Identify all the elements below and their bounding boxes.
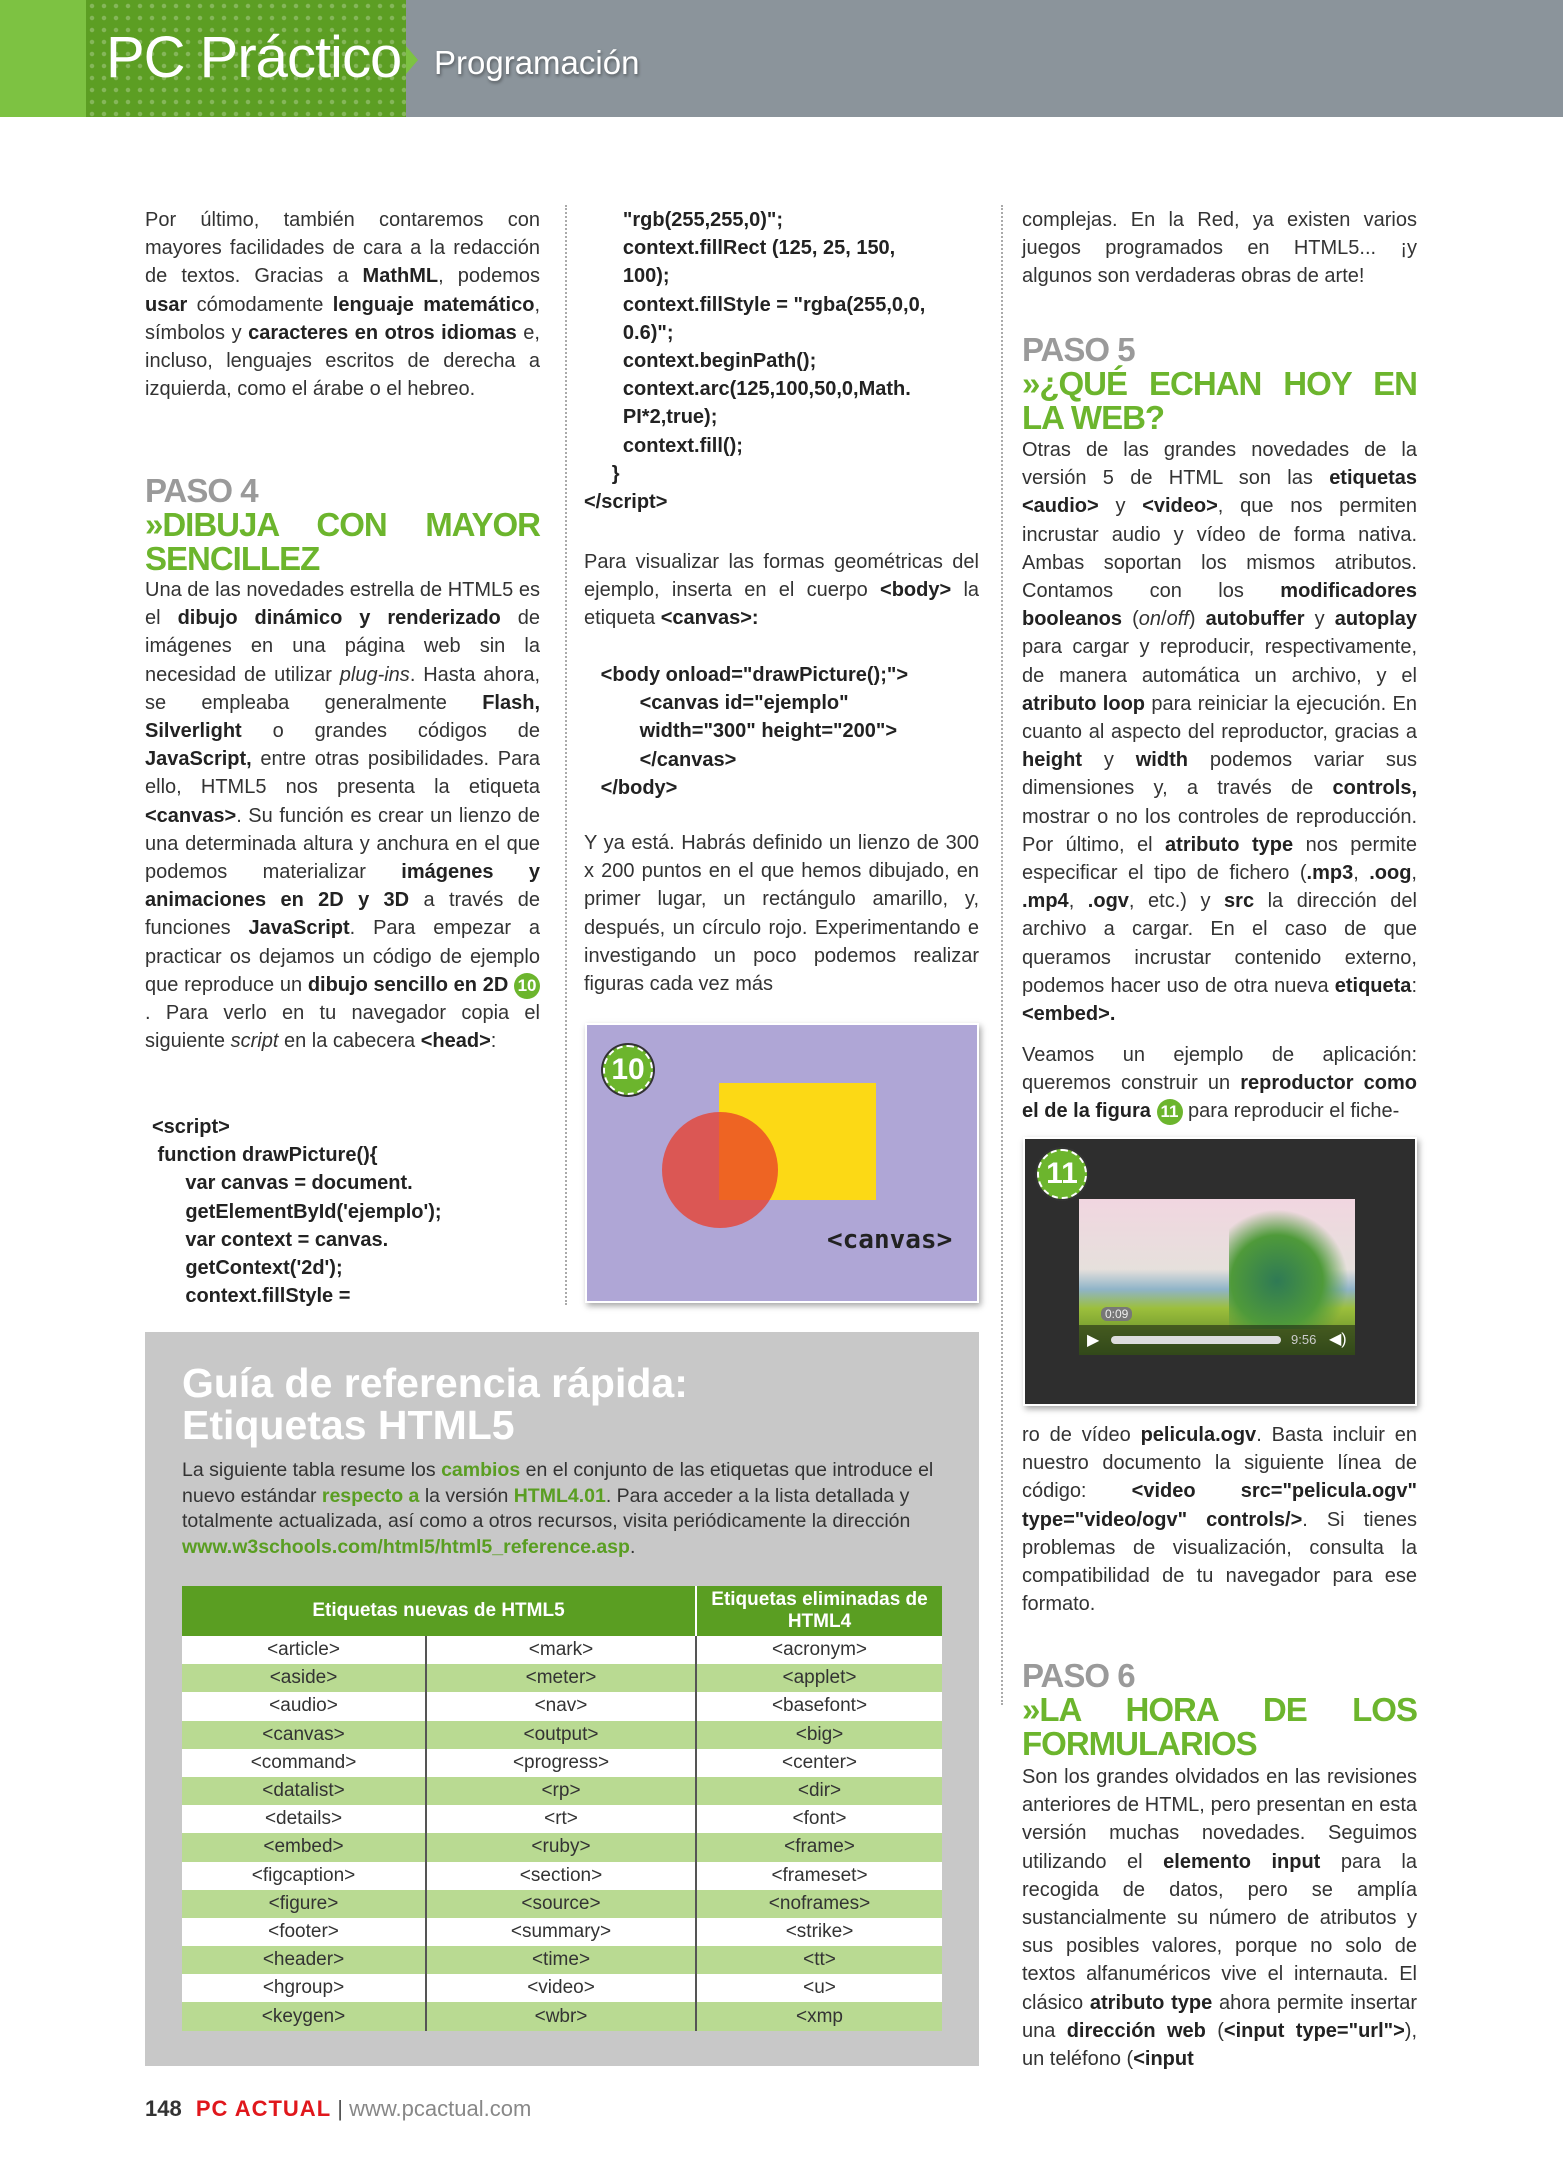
video-frame [1079,1199,1355,1355]
table-cell: <acronym> [696,1636,942,1664]
code-line: <canvas id="ejemplo" [584,692,849,715]
tags-table [182,1586,942,2031]
table-row [182,1974,942,2002]
table-cell: <progress> [426,1749,696,1777]
bold-text: atributo type [1089,1991,1213,2014]
step-title: »DIBUJA CON MAYOR SENCILLEZ [145,506,540,577]
bold-text: dibujo sencillo en 2D [307,973,509,996]
code-line: <script> [152,1116,230,1138]
text: . Para empezar a practicar os dejamos un código de ejemplo que reproduce un [145,917,540,996]
highlight-text: www.w3schools.com/html5/html5_reference.asp [182,1535,630,1558]
text: ), un teléfono ( [1022,2019,1418,2071]
bold-text: atributo loop [1022,692,1146,715]
text: y [1304,608,1335,631]
text: , podemos [438,265,540,288]
highlight-text: cambios [441,1459,521,1481]
bold-text: <video> [1142,495,1218,518]
bold-text: <canvas> [145,804,237,827]
table-row [182,2002,942,2030]
text: y [1098,495,1143,518]
text: a través de funciones [145,889,540,940]
code-line: context.arc(125,100,50,0,Math. [584,378,911,401]
text: : [490,1030,497,1053]
table-cell: <footer> [182,1918,426,1946]
text: Otras de las grandes novedades de la versión 5 de HTML son las [1022,439,1417,490]
text: , [1411,862,1417,885]
text: , que nos permiten incrustar audio y vídeo de forma nativa. Ambas soportan los mismos atributos. Contamos con los [1022,495,1417,603]
table-row [182,1749,942,1777]
text: nos permite especificar el tipo de fichero ( [1022,833,1417,885]
bold-text: pelicula.ogv [1140,1424,1257,1446]
subsection-title: Programación [434,44,640,81]
text: ro de vídeo [1022,1424,1141,1446]
table-cell: <time> [426,1946,696,1974]
italic-text: script [230,1030,279,1053]
figure-number-badge: 10 [603,1045,653,1095]
step-title: »LA HORA DE LOS FORMULARIOS [1022,1691,1417,1762]
bold-text: caracteres en otros idiomas [248,321,517,344]
bold-text: autoplay [1334,608,1418,631]
bold-text: etiquetas <audio> [1022,467,1417,518]
italic-text: plug-ins [339,663,410,686]
paragraph [1022,206,1417,291]
table-cell: <mark> [426,1636,696,1664]
code-line: </body> [584,776,678,799]
bold-text: .oog [1369,862,1412,885]
text: ( [1122,608,1139,631]
table-cell: <big> [696,1721,942,1749]
table-cell: <canvas> [182,1721,426,1749]
column-divider [565,205,567,1305]
code-line: context.fillRect (125, 25, 150, [584,237,896,260]
text: , [1068,890,1088,913]
text: complejas. En la Red, ya existen varios juegos programados en HTML5... ¡y algunos son verdaderas obras de arte! [1022,209,1417,288]
title-line: Guía de referencia rápida: [182,1360,688,1406]
table-cell: <output> [426,1721,696,1749]
table-cell: <center> [696,1749,942,1777]
code-line: var canvas = document. [152,1172,413,1195]
text: , símbolos y [145,293,540,344]
text: . Su función es crear un lienzo de una determinada altura y anchura en el que podemos materializar [145,804,540,884]
text: . [629,1535,636,1558]
text: y [1082,749,1136,772]
text: para cargar y reproducir, respectivamente, de manera automática un archivo, y el [1022,636,1417,687]
text: de imágenes en una página web sin la necesidad de utilizar [145,607,540,686]
red-circle [662,1112,778,1228]
code-line: 100); [584,265,670,288]
current-time: 0:09 [1101,1307,1132,1321]
table-row [182,1946,942,1974]
step4-heading [145,474,540,576]
bold-text: dirección web [1066,2019,1206,2042]
table-cell: <section> [426,1862,696,1890]
table-cell: <frameset> [696,1862,942,1890]
table-row [182,1890,942,1918]
text: ) [1188,608,1206,631]
paragraph [145,206,540,403]
bold-text: etiqueta [1334,974,1412,997]
code-line: } [584,462,620,485]
duration: 9:56 [1291,1332,1317,1347]
table-cell: <video> [426,1974,696,2002]
paragraph [1022,1041,1417,1126]
text: ( [1205,2019,1224,2042]
bold-text: <video src="pelicula.ogv" type="video/ogv" controls/> [1022,1480,1417,1531]
page-header [0,0,1563,117]
header-new-tags: Etiquetas nuevas de HTML5 [182,1586,696,1636]
paragraph [1022,1421,1417,1618]
text: Veamos un ejemplo de aplicación: queremos construir un [1022,1044,1417,1095]
figure-ref-badge: 10 [514,973,540,999]
text: Una de las novedades estrella de HTML5 es el [145,579,540,630]
reference-intro [182,1458,942,1560]
paragraph [1022,436,1417,1028]
table-row [182,1805,942,1833]
step6-heading [1022,1659,1417,1761]
table-row [182,1777,942,1805]
bold-text: lenguaje matemático [332,293,535,316]
paragraph [1022,1763,1417,2073]
table-cell: <article> [182,1636,426,1664]
figure-canvas-example [585,1023,979,1303]
text: e, incluso, lenguajes escritos de derecha a izquierda, como el árabe o el hebreo. [145,321,540,401]
figure-number-badge: 11 [1037,1149,1087,1199]
bold-text: .mp4 [1022,890,1069,913]
play-icon[interactable]: ▶ [1087,1332,1100,1349]
text: Y ya está. Habrás definido un lienzo de 300 x 200 puntos en el que hemos dibujado, en primer lugar, un rectángulo amarillo, y, después, un círculo rojo. Experimentando e investigando un poco podemos realizar figuras cada vez más [584,832,979,996]
page-number: 148 [145,2096,182,2121]
table-cell: <rp> [426,1777,696,1805]
table-cell: <source> [426,1890,696,1918]
page-footer [145,2096,531,2122]
table-row [182,1692,942,1720]
bold-text: dibujo dinámico y renderizado [177,607,501,630]
text: para reproducir el fiche- [1182,1100,1400,1123]
table-cell: <summary> [426,1918,696,1946]
text: . Basta incluir en nuestro documento la siguiente línea de código: [1022,1424,1417,1503]
code-line: 0.6)"; [584,321,674,344]
code-line: context.fill(); [584,434,743,457]
code-line: PI*2,true); [584,406,718,429]
bold-text: <input type="url"> [1223,2019,1405,2042]
code-line: </script> [584,491,668,514]
text: . Si tienes problemas de visualización, consulta la compatibilidad de tu navegador para ese formato. [1022,1508,1417,1616]
text: la dirección del archivo a cargar. En el caso de que queramos incrustar contenido externo, podemos hacer uso de otra nueva [1022,890,1418,997]
text: en el conjunto de las etiquetas que introduce el nuevo estándar [182,1459,934,1507]
table-cell: <tt> [696,1946,942,1974]
bold-text: <embed>. [1022,1003,1116,1026]
table-cell: <hgroup> [182,1974,426,2002]
column-divider [1001,205,1003,1705]
table-cell: <nav> [426,1692,696,1720]
trees-image [1229,1209,1349,1329]
table-row [182,1833,942,1861]
text: la versión [419,1484,514,1507]
bold-text: JavaScript, [145,748,252,771]
table-cell: <font> [696,1805,942,1833]
bold-text: <input [1133,2048,1194,2071]
code-line: width="300" height="200"> [584,720,898,743]
bold-text: atributo type [1165,833,1294,856]
table-cell: <keygen> [182,2002,426,2030]
bold-text: Flash, Silverlight [145,691,540,743]
bold-text: autobuffer [1205,608,1305,631]
table-cell: <aside> [182,1664,426,1692]
table-cell: <frame> [696,1833,942,1861]
section-title: PC Práctico [106,25,402,90]
text: para reiniciar la ejecución. En cuanto al aspecto del reproductor, gracias a [1022,692,1417,744]
header-accent [0,0,86,117]
bold-text: JavaScript [248,917,350,940]
reference-box [145,1332,979,2066]
code-line: <body onload="drawPicture();"> [584,664,909,686]
step-label: PASO 6 [1022,1657,1135,1694]
bold-text: <canvas>: [660,607,759,630]
table-cell: <command> [182,1749,426,1777]
step-label: PASO 4 [145,472,258,509]
table-cell: <meter> [426,1664,696,1692]
code-block [152,1113,547,1310]
text: la etiqueta [584,579,980,630]
table-cell: <xmp [696,2002,942,2030]
table-cell: <figcaption> [182,1862,426,1890]
table-row [182,1721,942,1749]
reference-title [182,1362,688,1446]
table-cell: <wbr> [426,2002,696,2030]
table-cell: <dir> [696,1777,942,1805]
text: Para visualizar las formas geométricas del ejemplo, inserta en el cuerpo [584,551,979,602]
text: en la cabecera [278,1030,421,1053]
code-line: </canvas> [584,748,737,771]
code-line: getElementById('ejemplo'); [152,1200,442,1223]
table-cell: <details> [182,1805,426,1833]
table-row [182,1918,942,1946]
canvas-label: <canvas> [827,1225,953,1255]
table-cell: <applet> [696,1664,942,1692]
table-cell: <audio> [182,1692,426,1720]
code-block [584,661,979,802]
step-label: PASO 5 [1022,331,1135,368]
text: ahora permite insertar una [1022,1991,1417,2042]
code-line: getContext('2d'); [152,1257,343,1280]
bold-text: <head> [420,1030,491,1053]
table-row [182,1636,942,1664]
table-cell: <noframes> [696,1890,942,1918]
separator: | [337,2096,343,2121]
bold-text: reproductor como el de la figura [1022,1072,1417,1123]
header-removed-tags: Etiquetas eliminadas de HTML4 [696,1586,942,1636]
italic-text: off [1166,608,1189,631]
title-line: Etiquetas HTML5 [182,1402,515,1448]
text: mostrar o no los controles de reproducción. Por último, el [1022,805,1417,856]
table-cell: <rt> [426,1805,696,1833]
text: Por último, también contaremos con mayores facilidades de cara a la redacción de textos. Gracias a [145,209,540,288]
code-line: context.fillStyle = "rgba(255,0,0, [584,293,926,316]
paragraph [584,829,979,998]
table-cell: <ruby> [426,1833,696,1861]
table-cell: <figure> [182,1890,426,1918]
bold-text: <body> [880,579,952,602]
step-title: »¿QUÉ ECHAN HOY EN LA WEB? [1022,365,1417,436]
text: . Hasta ahora, se empleaba generalmente [145,663,541,714]
text: para la recogida de datos, pero se amplía sustancialmente su número de atributos y sus posibles valores, porque no solo de textos alfanuméricos vive el internauta. El clásico [1022,1850,1417,2014]
code-block [584,206,979,516]
bold-text: imágenes y animaciones en 2D y 3D [145,861,540,912]
bold-text: elemento input [1163,1850,1321,1873]
code-line: "rgb(255,255,0)"; [584,209,784,231]
table-cell: <u> [696,1974,942,2002]
bold-text: controls, [1332,777,1417,800]
bold-text: .ogv [1087,890,1129,913]
table-row [182,1664,942,1692]
text: podemos variar sus dimensiones y, a través de [1022,749,1417,800]
text: / [1161,608,1167,631]
brand: PC ACTUAL [195,2096,332,2121]
figure-video-player [1023,1137,1417,1406]
table-cell: <datalist> [182,1777,426,1805]
bold-text: width [1135,749,1188,772]
table-cell: <basefont> [696,1692,942,1720]
code-line: context.beginPath(); [584,350,817,373]
text: La siguiente tabla resume los [182,1459,442,1481]
italic-text: on [1138,608,1162,631]
bold-text: usar [145,293,188,316]
bold-text: src [1224,890,1255,913]
paragraph [584,548,979,633]
text: , etc.) y [1128,890,1225,913]
text: Son los grandes olvidados en las revisiones anteriores de HTML, pero presentan en esta versión muchas novedades. Seguimos utilizando el [1022,1766,1417,1873]
video-controls [1079,1307,1355,1355]
text: : [1411,974,1417,997]
text: cómodamente [187,293,333,316]
bold-text: .mp3 [1306,862,1354,885]
figure-ref-badge: 11 [1157,1099,1183,1125]
text: , [1353,862,1370,885]
volume-icon[interactable]: ◀) [1329,1331,1347,1348]
text: . Para acceder a la lista detallada y totalmente actualizada, así como a otros recursos, visita periódicamente la dirección [182,1484,911,1532]
chevron-right-icon [406,46,418,74]
table-row [182,1862,942,1890]
bold-text: modificadores booleanos [1022,580,1417,631]
highlight-text: respecto a [321,1484,420,1507]
bold-text: MathML [362,265,439,288]
step5-heading [1022,333,1417,435]
website-link[interactable]: www.pcactual.com [349,2096,532,2121]
highlight-text: HTML4.01 [513,1484,606,1507]
code-line: context.fillStyle = [152,1285,351,1308]
text: . Para verlo en tu navegador copia el siguiente [145,1002,540,1053]
table-cell: <strike> [696,1918,942,1946]
table-cell: <header> [182,1946,426,1974]
bold-text: height [1022,749,1082,772]
code-line: function drawPicture(){ [152,1144,378,1167]
table-cell: <embed> [182,1833,426,1861]
code-line: var context = canvas. [152,1228,389,1251]
progress-slider[interactable] [1111,1336,1281,1344]
text: o grandes códigos de [241,720,540,743]
paragraph [145,576,540,1055]
text [1151,1100,1157,1122]
text: entre otras posibilidades. Para ello, HTML5 nos presenta la etiqueta [145,748,540,799]
